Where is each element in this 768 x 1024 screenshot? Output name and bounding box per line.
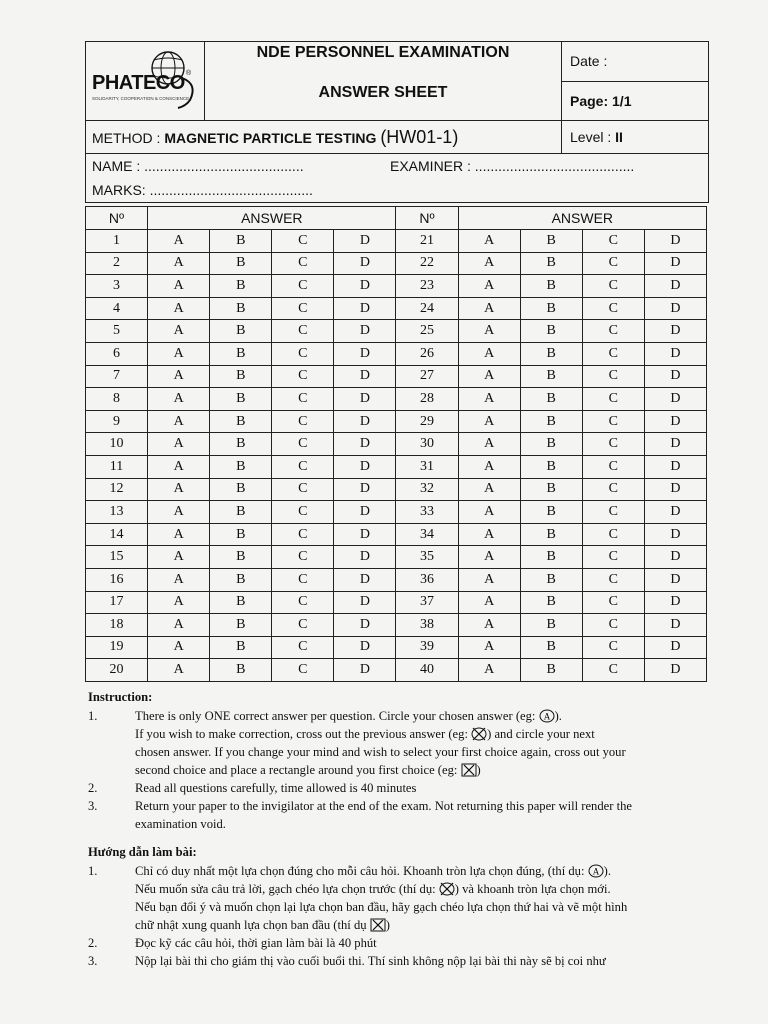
answer-option-d[interactable]: D: [334, 546, 396, 569]
answer-option-c[interactable]: C: [272, 365, 334, 388]
name-field[interactable]: .........................................: [144, 158, 304, 174]
answer-option-a[interactable]: A: [148, 614, 210, 637]
answer-option-d[interactable]: D: [334, 455, 396, 478]
answer-option-a[interactable]: A: [458, 365, 520, 388]
answer-option-a[interactable]: A: [148, 523, 210, 546]
question-number: 18: [86, 614, 148, 637]
answer-option-c[interactable]: C: [272, 659, 334, 682]
answer-option-c[interactable]: C: [272, 275, 334, 298]
answer-option-a[interactable]: A: [148, 478, 210, 501]
logo-name: PHATECO: [92, 72, 185, 94]
answer-option-d[interactable]: D: [644, 591, 706, 614]
question-number: 34: [396, 523, 458, 546]
answer-row: [86, 591, 707, 614]
answer-option-d[interactable]: D: [644, 297, 706, 320]
instruction-item: [88, 952, 708, 974]
instruction-item: [88, 934, 708, 952]
answer-option-d[interactable]: D: [644, 365, 706, 388]
answer-option-a[interactable]: A: [458, 275, 520, 298]
question-number: 21: [396, 230, 458, 253]
answer-option-d[interactable]: D: [644, 388, 706, 411]
answer-option-b[interactable]: B: [210, 433, 272, 456]
answer-row: [86, 252, 707, 275]
phateco-logo: [90, 48, 202, 114]
question-number: 37: [396, 591, 458, 614]
answer-option-a[interactable]: A: [148, 568, 210, 591]
answer-option-c[interactable]: C: [582, 275, 644, 298]
answer-header-right: ANSWER: [458, 207, 706, 230]
answer-option-b[interactable]: B: [520, 614, 582, 637]
answer-option-d[interactable]: D: [644, 659, 706, 682]
answer-option-b[interactable]: B: [520, 320, 582, 343]
answer-option-a[interactable]: A: [458, 410, 520, 433]
item-number: 1.: [88, 709, 98, 723]
answer-option-b[interactable]: B: [520, 275, 582, 298]
header-table: [85, 41, 709, 203]
answer-option-c[interactable]: C: [272, 636, 334, 659]
answer-option-a[interactable]: A: [458, 501, 520, 524]
method-value: MAGNETIC PARTICLE TESTING: [164, 129, 377, 146]
question-number: 12: [86, 478, 148, 501]
registered-mark: ®: [186, 70, 192, 77]
answer-row: [86, 455, 707, 478]
answer-option-b[interactable]: B: [520, 568, 582, 591]
question-number: 31: [396, 455, 458, 478]
marks-line: [92, 178, 708, 202]
name-label: NAME :: [92, 158, 141, 174]
answer-option-c[interactable]: C: [272, 501, 334, 524]
answer-option-a[interactable]: A: [148, 501, 210, 524]
answer-option-a[interactable]: A: [148, 297, 210, 320]
answer-option-b[interactable]: B: [520, 546, 582, 569]
answer-option-b[interactable]: B: [210, 230, 272, 253]
answer-option-c[interactable]: C: [582, 433, 644, 456]
date-field[interactable]: [562, 42, 709, 82]
answer-option-a[interactable]: A: [458, 591, 520, 614]
answer-option-a[interactable]: A: [458, 297, 520, 320]
question-number: 17: [86, 591, 148, 614]
rectangle-example-icon: [461, 763, 477, 777]
instruction-text: If you wish to make correction, cross out the previous answer (eg:: [135, 727, 468, 741]
cross-example-icon: [439, 882, 455, 896]
answer-row: [86, 501, 707, 524]
answer-option-b[interactable]: B: [210, 297, 272, 320]
answer-option-c[interactable]: C: [582, 636, 644, 659]
instruction-item: [88, 779, 708, 797]
instruction-text: examination void.: [135, 817, 226, 831]
circle-example-icon: [539, 709, 555, 723]
instruction-text: Nộp lại bài thi cho giám thị vào cuối buổi thi. Thí sinh không nộp lại bài thi này sẽ bị coi như: [135, 954, 606, 968]
logo-tagline: SOLIDARITY, COOPERATION & CONSCIENCE: [92, 96, 190, 101]
date-label: Date :: [570, 53, 608, 70]
answer-option-b[interactable]: B: [520, 591, 582, 614]
answer-option-a[interactable]: A: [148, 342, 210, 365]
examiner-group: [390, 154, 634, 178]
answer-option-d[interactable]: D: [334, 275, 396, 298]
answer-option-d[interactable]: D: [334, 342, 396, 365]
instruction-text: Chỉ có duy nhất một lựa chọn đúng cho mỗi câu hỏi. Khoanh tròn lựa chọn đúng, (thí dụ:: [135, 864, 585, 878]
answer-option-b[interactable]: B: [210, 659, 272, 682]
answer-option-c[interactable]: C: [272, 342, 334, 365]
logo-cell: [86, 42, 205, 121]
level-value: II: [615, 129, 623, 145]
answer-option-d[interactable]: D: [334, 568, 396, 591]
answer-option-c[interactable]: C: [272, 478, 334, 501]
answer-option-d[interactable]: D: [334, 410, 396, 433]
question-number: 32: [396, 478, 458, 501]
method-code: (HW01-1): [380, 126, 459, 147]
answer-option-b[interactable]: B: [520, 478, 582, 501]
answer-option-a[interactable]: A: [458, 568, 520, 591]
answer-option-b[interactable]: B: [520, 365, 582, 388]
answer-option-d[interactable]: D: [644, 523, 706, 546]
question-number: 13: [86, 501, 148, 524]
level-cell: [562, 121, 709, 154]
marks-label: MARKS:: [92, 182, 146, 198]
answer-option-d[interactable]: D: [644, 455, 706, 478]
answer-option-d[interactable]: D: [334, 388, 396, 411]
answer-option-b[interactable]: B: [520, 252, 582, 275]
answer-option-d[interactable]: D: [334, 614, 396, 637]
answer-row: [86, 523, 707, 546]
answer-option-a[interactable]: A: [148, 591, 210, 614]
answer-option-c[interactable]: C: [582, 365, 644, 388]
answer-option-d[interactable]: D: [334, 297, 396, 320]
question-number: 24: [396, 297, 458, 320]
answer-option-c[interactable]: C: [272, 297, 334, 320]
example-letter: A: [543, 711, 550, 722]
answer-option-d[interactable]: D: [334, 523, 396, 546]
answer-option-c[interactable]: C: [272, 252, 334, 275]
answer-option-a[interactable]: A: [148, 433, 210, 456]
instruction-text: Nếu bạn đổi ý và muốn chọn lại lựa chọn ban đầu, hãy gạch chéo lựa chọn thứ hai và vẽ một hình: [135, 900, 628, 914]
answer-option-c[interactable]: C: [272, 591, 334, 614]
answer-option-d[interactable]: D: [334, 230, 396, 253]
answer-option-d[interactable]: D: [334, 591, 396, 614]
answer-option-c[interactable]: C: [582, 297, 644, 320]
answer-option-a[interactable]: A: [148, 252, 210, 275]
answer-option-c[interactable]: C: [272, 388, 334, 411]
answer-option-c[interactable]: C: [582, 320, 644, 343]
answer-option-c[interactable]: C: [272, 546, 334, 569]
question-number: 9: [86, 410, 148, 433]
answer-option-d[interactable]: D: [334, 320, 396, 343]
answer-option-a[interactable]: A: [458, 342, 520, 365]
answer-option-b[interactable]: B: [210, 591, 272, 614]
answer-option-d[interactable]: D: [644, 320, 706, 343]
grid-body: [86, 230, 707, 682]
item-number: 3.: [88, 954, 98, 968]
answer-option-c[interactable]: C: [582, 342, 644, 365]
answer-option-c[interactable]: C: [272, 568, 334, 591]
answer-option-d[interactable]: D: [644, 275, 706, 298]
answer-row: [86, 614, 707, 637]
item-number: 1.: [88, 864, 98, 878]
instruction-item: 1. Chỉ có duy nhất một lựa chọn đúng cho mỗi câu hỏi. Khoanh tròn lựa chọn đúng, (thí dụ: A ). Nếu muốn sửa câu trả lời, gạch chéo lựa chọn trước (thí dụ: ) và khoanh tròn lựa chọn mới. Nếu bạn đổi ý và muốn chọn lại lựa chọn ban đầu, hãy gạch chéo lựa chọn thứ hai và vẽ một hình chữ nhật xung quanh lựa chọn ban đầu (thí dụ ): [88, 862, 708, 934]
answer-option-b[interactable]: B: [210, 546, 272, 569]
question-number: 14: [86, 523, 148, 546]
question-number: 11: [86, 455, 148, 478]
answer-row: [86, 388, 707, 411]
question-number: 4: [86, 297, 148, 320]
answer-option-b[interactable]: B: [520, 410, 582, 433]
title-cell: [205, 42, 562, 121]
answer-option-a[interactable]: A: [148, 388, 210, 411]
instruction-item: [88, 797, 708, 833]
question-number: 25: [396, 320, 458, 343]
instructions-en-heading: Instruction:: [88, 690, 153, 704]
answer-row: [86, 275, 707, 298]
instruction-text: Đọc kỹ các câu hỏi, thời gian làm bài là 40 phút: [135, 936, 377, 950]
answer-option-b[interactable]: B: [210, 275, 272, 298]
question-number: 2: [86, 252, 148, 275]
instructions-vi-heading: Hướng dẫn làm bài:: [88, 845, 197, 859]
answer-option-d[interactable]: D: [334, 365, 396, 388]
question-number: 6: [86, 342, 148, 365]
answer-row: [86, 659, 707, 682]
answer-option-d[interactable]: D: [644, 568, 706, 591]
answer-option-b[interactable]: B: [210, 614, 272, 637]
answer-option-a[interactable]: A: [458, 614, 520, 637]
answer-option-c[interactable]: C: [582, 659, 644, 682]
question-number: 7: [86, 365, 148, 388]
answer-option-b[interactable]: B: [520, 230, 582, 253]
answer-option-d[interactable]: D: [334, 501, 396, 524]
answer-option-c[interactable]: C: [272, 523, 334, 546]
candidate-info-cell: [86, 154, 709, 203]
answer-row: [86, 342, 707, 365]
answer-row: [86, 433, 707, 456]
question-number: 1: [86, 230, 148, 253]
question-number: 33: [396, 501, 458, 524]
answer-option-d[interactable]: D: [334, 636, 396, 659]
answer-option-d[interactable]: D: [334, 478, 396, 501]
item-number: 3.: [88, 799, 98, 813]
grid-header-row: [86, 207, 707, 230]
instruction-text: Read all questions carefully, time allowed is 40 minutes: [135, 781, 417, 795]
answer-row: [86, 410, 707, 433]
answer-option-d[interactable]: D: [334, 433, 396, 456]
answer-option-b[interactable]: B: [520, 636, 582, 659]
answer-option-a[interactable]: A: [148, 230, 210, 253]
answer-option-c[interactable]: C: [582, 230, 644, 253]
instruction-text: ) and circle your next: [487, 727, 595, 741]
method-cell: [86, 121, 562, 154]
question-number: 23: [396, 275, 458, 298]
examiner-label: EXAMINER :: [390, 158, 471, 174]
question-number: 39: [396, 636, 458, 659]
answer-option-a[interactable]: A: [458, 252, 520, 275]
instruction-text: chosen answer. If you change your mind and wish to select your first choice again, cross out your: [135, 745, 626, 759]
name-line: [92, 154, 708, 178]
answer-option-c[interactable]: C: [582, 410, 644, 433]
answer-option-a[interactable]: A: [458, 433, 520, 456]
answer-row: [86, 320, 707, 343]
answer-option-a[interactable]: A: [458, 230, 520, 253]
question-number: 35: [396, 546, 458, 569]
instruction-text: ) và khoanh tròn lựa chọn mới.: [454, 882, 611, 896]
answer-option-d[interactable]: D: [644, 501, 706, 524]
answer-option-d[interactable]: D: [334, 252, 396, 275]
question-number: 16: [86, 568, 148, 591]
instruction-text: chữ nhật xung quanh lựa chọn ban đầu (thí dụ: [135, 918, 367, 932]
question-number: 20: [86, 659, 148, 682]
answer-option-c[interactable]: C: [272, 410, 334, 433]
item-number: 2.: [88, 781, 98, 795]
instruction-text: There is only ONE correct answer per question. Circle your chosen answer (eg:: [135, 709, 536, 723]
question-number: 3: [86, 275, 148, 298]
answer-option-a[interactable]: A: [148, 320, 210, 343]
answer-option-b[interactable]: B: [210, 501, 272, 524]
no-header-right: Nº: [396, 207, 458, 230]
answer-option-b[interactable]: B: [210, 252, 272, 275]
item-number: 2.: [88, 936, 98, 950]
answer-row: [86, 568, 707, 591]
answer-option-b[interactable]: B: [210, 455, 272, 478]
instruction-item: 1. There is only ONE correct answer per question. Circle your chosen answer (eg: A ). If you wish to make correction, cross out the previous answer (eg: ) and circle your next chosen answer. If you change your mind and wish to select your first choice again, cross out your second choice and place a rectangle around you first choice (eg: ): [88, 707, 708, 779]
question-number: 15: [86, 546, 148, 569]
answer-option-c[interactable]: C: [582, 478, 644, 501]
no-header-left: Nº: [86, 207, 148, 230]
answer-option-a[interactable]: A: [458, 659, 520, 682]
answer-option-c[interactable]: C: [582, 501, 644, 524]
answer-option-a[interactable]: A: [148, 275, 210, 298]
instruction-text: Return your paper to the invigilator at the end of the exam. Not returning this paper will render the: [135, 799, 632, 813]
answer-option-b[interactable]: B: [520, 388, 582, 411]
answer-option-a[interactable]: A: [458, 636, 520, 659]
answer-option-c[interactable]: C: [272, 230, 334, 253]
answer-option-c[interactable]: C: [582, 614, 644, 637]
answer-option-b[interactable]: B: [210, 410, 272, 433]
answer-option-a[interactable]: A: [458, 478, 520, 501]
cross-example-icon: [471, 727, 487, 741]
answer-option-c[interactable]: C: [272, 455, 334, 478]
page-label: Page: 1/1: [570, 92, 632, 109]
question-number: 28: [396, 388, 458, 411]
question-number: 19: [86, 636, 148, 659]
answer-option-c[interactable]: C: [272, 320, 334, 343]
answer-option-a[interactable]: A: [458, 320, 520, 343]
answer-grid: [85, 206, 707, 682]
answer-option-d[interactable]: D: [644, 614, 706, 637]
answer-option-b[interactable]: B: [520, 433, 582, 456]
example-letter: A: [592, 866, 599, 877]
answer-option-a[interactable]: A: [458, 388, 520, 411]
answer-row: [86, 636, 707, 659]
answer-option-d[interactable]: D: [644, 478, 706, 501]
answer-option-b[interactable]: B: [210, 320, 272, 343]
answer-option-a[interactable]: A: [458, 455, 520, 478]
answer-option-b[interactable]: B: [210, 342, 272, 365]
level-label: Level :: [570, 129, 612, 145]
answer-option-b[interactable]: B: [520, 523, 582, 546]
answer-option-d[interactable]: D: [644, 410, 706, 433]
sheet-subtitle: ANSWER SHEET: [318, 84, 448, 101]
answer-option-a[interactable]: A: [148, 410, 210, 433]
answer-option-a[interactable]: A: [458, 546, 520, 569]
page-cell: [562, 81, 709, 121]
answer-option-d[interactable]: D: [644, 546, 706, 569]
answer-option-a[interactable]: A: [148, 659, 210, 682]
answer-option-d[interactable]: D: [334, 659, 396, 682]
answer-option-a[interactable]: A: [458, 523, 520, 546]
answer-option-c[interactable]: C: [582, 252, 644, 275]
answer-option-b[interactable]: B: [520, 455, 582, 478]
answer-option-c[interactable]: C: [582, 568, 644, 591]
question-number: 8: [86, 388, 148, 411]
answer-option-b[interactable]: B: [520, 501, 582, 524]
exam-title: NDE PERSONNEL EXAMINATION: [256, 44, 510, 61]
method-label: METHOD :: [92, 129, 161, 146]
answer-option-b[interactable]: B: [520, 297, 582, 320]
rectangle-example-icon: [370, 918, 386, 932]
question-number: 40: [396, 659, 458, 682]
answer-option-a[interactable]: A: [148, 365, 210, 388]
answer-option-d[interactable]: D: [644, 342, 706, 365]
answer-option-b[interactable]: B: [210, 636, 272, 659]
question-number: 22: [396, 252, 458, 275]
answer-option-b[interactable]: B: [210, 365, 272, 388]
answer-option-c[interactable]: C: [272, 433, 334, 456]
answer-option-d[interactable]: D: [644, 230, 706, 253]
question-number: 26: [396, 342, 458, 365]
answer-row: [86, 546, 707, 569]
answer-row: [86, 230, 707, 253]
instructions: [88, 688, 708, 974]
instruction-text: Nếu muốn sửa câu trả lời, gạch chéo lựa chọn trước (thí dụ:: [135, 882, 436, 896]
answer-option-b[interactable]: B: [520, 659, 582, 682]
answer-option-b[interactable]: B: [210, 523, 272, 546]
marks-field[interactable]: ..........................................: [149, 182, 313, 198]
answer-header-left: ANSWER: [148, 207, 396, 230]
instruction-text: second choice and place a rectangle around you first choice (eg:: [135, 763, 458, 777]
answer-option-d[interactable]: D: [644, 252, 706, 275]
question-number: 36: [396, 568, 458, 591]
answer-option-b[interactable]: B: [210, 568, 272, 591]
answer-option-c[interactable]: C: [582, 546, 644, 569]
answer-row: [86, 365, 707, 388]
question-number: 27: [396, 365, 458, 388]
answer-option-b[interactable]: B: [520, 342, 582, 365]
answer-option-d[interactable]: D: [644, 433, 706, 456]
answer-row: [86, 478, 707, 501]
answer-option-c[interactable]: C: [582, 455, 644, 478]
circle-example-icon: [588, 864, 604, 878]
question-number: 10: [86, 433, 148, 456]
answer-option-d[interactable]: D: [644, 636, 706, 659]
answer-option-c[interactable]: C: [582, 591, 644, 614]
answer-row: [86, 297, 707, 320]
answer-option-b[interactable]: B: [210, 388, 272, 411]
answer-option-a[interactable]: A: [148, 455, 210, 478]
answer-option-a[interactable]: A: [148, 636, 210, 659]
answer-option-c[interactable]: C: [272, 614, 334, 637]
question-number: 38: [396, 614, 458, 637]
question-number: 29: [396, 410, 458, 433]
answer-option-c[interactable]: C: [582, 388, 644, 411]
answer-option-c[interactable]: C: [582, 523, 644, 546]
answer-option-b[interactable]: B: [210, 478, 272, 501]
question-number: 5: [86, 320, 148, 343]
examiner-field[interactable]: .........................................: [474, 158, 635, 174]
answer-option-a[interactable]: A: [148, 546, 210, 569]
question-number: 30: [396, 433, 458, 456]
